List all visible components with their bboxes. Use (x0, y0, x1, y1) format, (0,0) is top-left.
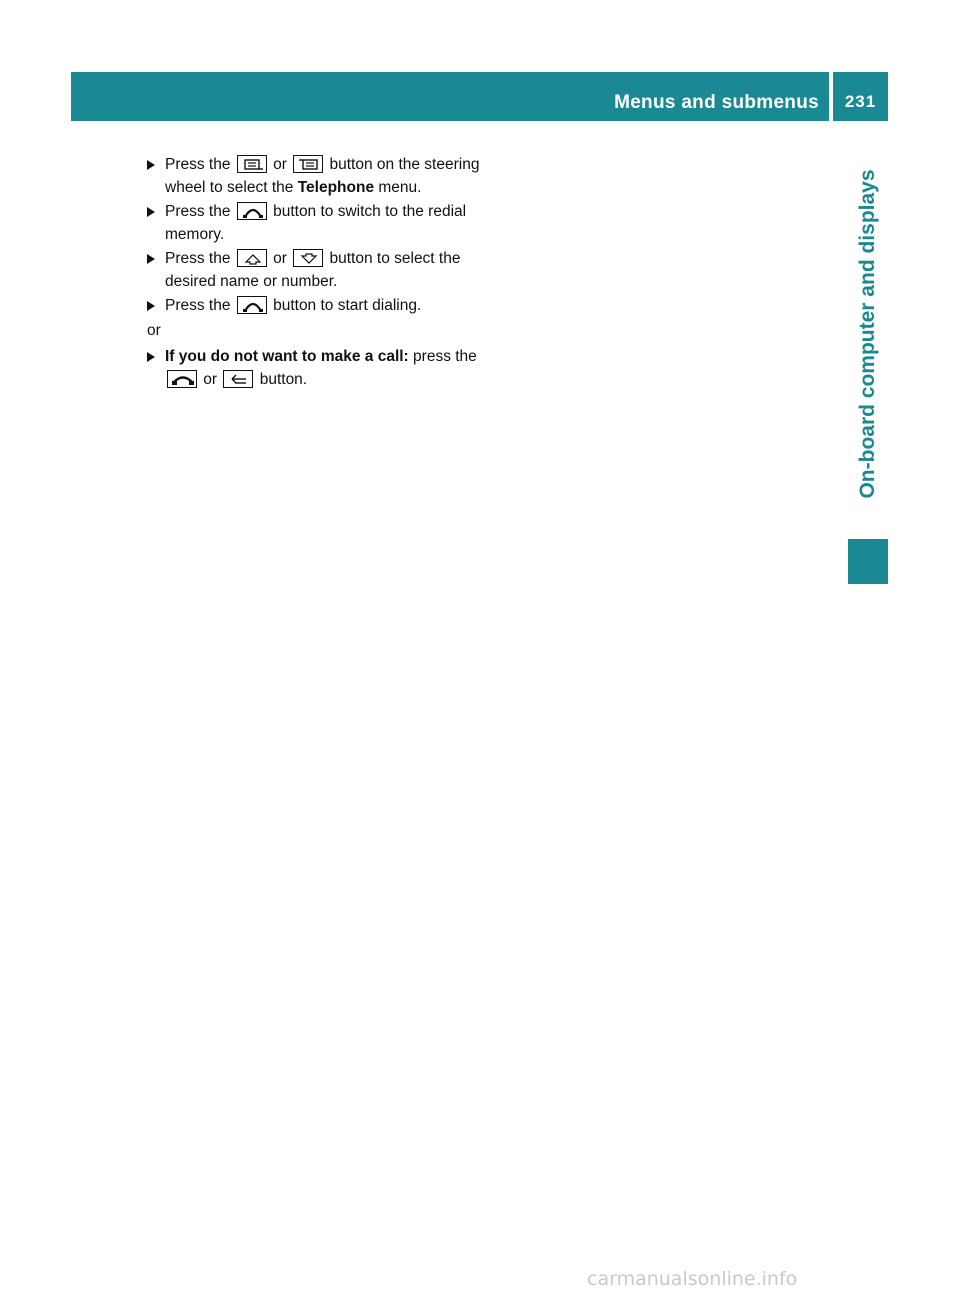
step-text: or (199, 370, 222, 388)
step-text: or (268, 156, 292, 173)
step-text: button to select the desired name or number. (165, 250, 461, 290)
step-text: press the (408, 348, 477, 365)
arrow-up-icon (237, 249, 267, 267)
condition-label: If you do not want to make a call: (165, 348, 409, 365)
step-text: button. (255, 370, 308, 388)
phone-pickup-icon (237, 202, 267, 220)
back-icon (223, 370, 253, 388)
watermark: carmanualsonline.info (587, 1268, 798, 1290)
phone-hangup-icon (167, 370, 197, 388)
page-number: 231 (844, 92, 877, 111)
step-3 (147, 248, 487, 293)
chapter-label: On-board computer and displays (856, 169, 879, 499)
step-2 (147, 201, 487, 246)
section-title: Menus and submenus (614, 92, 819, 113)
step-text: Press the (165, 156, 235, 173)
step-text: or (268, 250, 292, 267)
step-4 (147, 295, 487, 318)
or-text: or (147, 321, 161, 339)
step-text: Press the (165, 250, 235, 267)
step-text: Press the (165, 297, 235, 314)
step-text: button on the steering wheel to select the (165, 156, 480, 196)
step-1 (147, 154, 487, 199)
step-text: button to switch to the redial memory. (165, 203, 467, 243)
menu-name: Telephone (297, 178, 375, 196)
phone-pickup-icon (237, 296, 267, 314)
step-text: Press the (165, 203, 235, 220)
header-bar (71, 72, 829, 121)
step-arrow-icon (147, 207, 155, 217)
step-arrow-icon (147, 254, 155, 264)
step-arrow-icon (147, 352, 155, 362)
arrow-down-icon (293, 249, 323, 267)
page-number-box (833, 72, 888, 121)
chapter-side-tab (848, 137, 888, 532)
step-arrow-icon (147, 301, 155, 311)
display-right-icon (293, 155, 323, 173)
chapter-marker (848, 539, 888, 584)
instructions (147, 154, 487, 393)
step-text: button to start dialing. (268, 297, 422, 314)
display-left-icon (237, 155, 267, 173)
step-arrow-icon (147, 160, 155, 170)
step-cancel (147, 346, 487, 391)
step-text: menu. (374, 178, 422, 196)
